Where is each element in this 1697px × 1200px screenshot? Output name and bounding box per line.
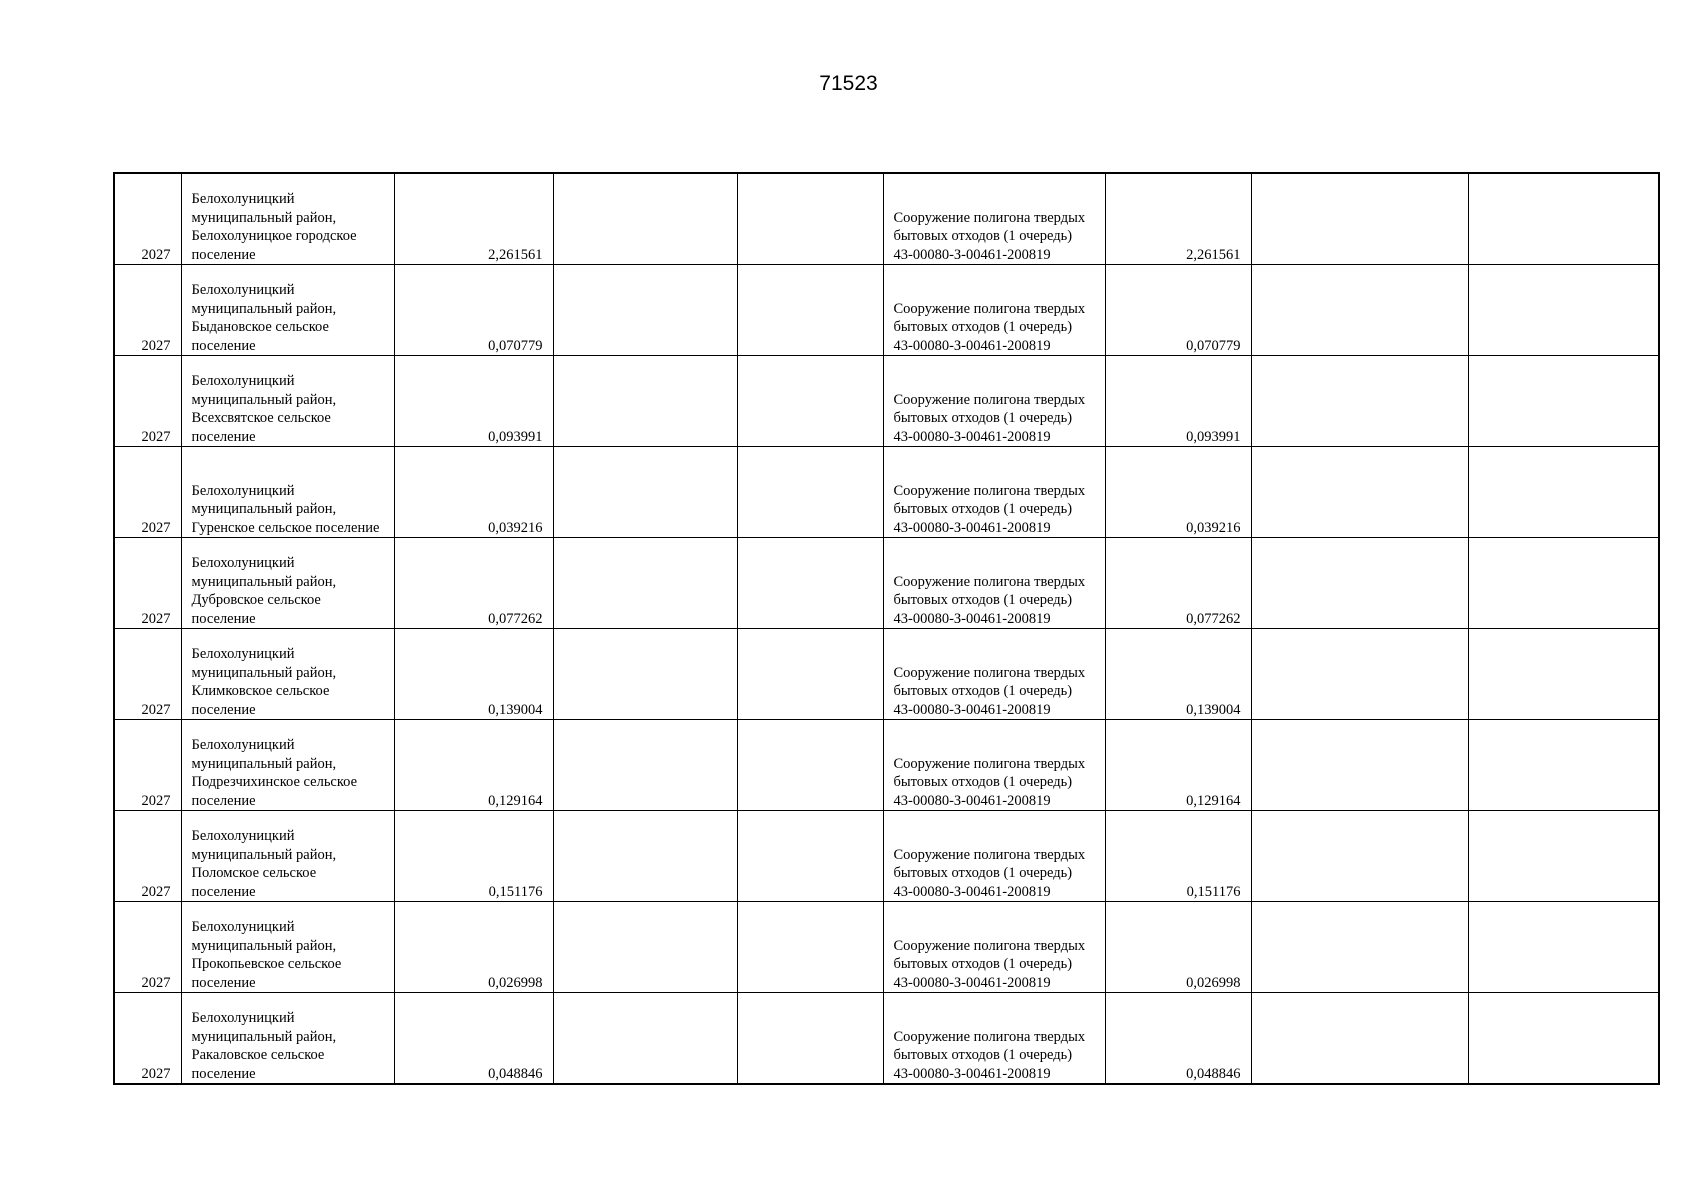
empty-cell <box>1251 902 1468 993</box>
value-cell: 0,026998 <box>394 902 553 993</box>
facility-value-cell: 0,039216 <box>1105 447 1251 538</box>
territory-cell: Белохолуницкий муниципальный район, Поломское сельское поселение <box>181 811 394 902</box>
year-cell: 2027 <box>114 629 181 720</box>
facility-value-cell: 0,048846 <box>1105 993 1251 1085</box>
table-row <box>114 993 1659 1085</box>
territory-cell: Белохолуницкий муниципальный район, Климковское сельское поселение <box>181 629 394 720</box>
empty-cell <box>553 356 737 447</box>
facility-cell: Сооружение полигона твердых бытовых отходов (1 очередь) 43-00080-З-00461-200819 <box>883 356 1105 447</box>
table-row <box>114 720 1659 811</box>
year-cell: 2027 <box>114 447 181 538</box>
empty-cell <box>1251 993 1468 1085</box>
empty-cell <box>1468 902 1659 993</box>
table-row <box>114 902 1659 993</box>
empty-cell <box>553 811 737 902</box>
facility-value-cell: 0,139004 <box>1105 629 1251 720</box>
facility-value-cell: 0,093991 <box>1105 356 1251 447</box>
value-cell: 0,129164 <box>394 720 553 811</box>
facility-cell: Сооружение полигона твердых бытовых отходов (1 очередь) 43-00080-З-00461-200819 <box>883 811 1105 902</box>
empty-cell <box>1468 356 1659 447</box>
empty-cell <box>737 811 883 902</box>
territory-cell: Белохолуницкий муниципальный район, Белохолуницкое городское поселение <box>181 173 394 265</box>
territory-cell: Белохолуницкий муниципальный район, Дубровское сельское поселение <box>181 538 394 629</box>
empty-cell <box>737 629 883 720</box>
value-cell: 0,093991 <box>394 356 553 447</box>
empty-cell <box>1468 993 1659 1085</box>
empty-cell <box>1251 447 1468 538</box>
table-row <box>114 173 1659 265</box>
facility-value-cell: 2,261561 <box>1105 173 1251 265</box>
empty-cell <box>1468 447 1659 538</box>
year-cell: 2027 <box>114 720 181 811</box>
data-table <box>113 172 1660 1085</box>
facility-value-cell: 0,077262 <box>1105 538 1251 629</box>
value-cell: 0,039216 <box>394 447 553 538</box>
table-row <box>114 538 1659 629</box>
empty-cell <box>553 629 737 720</box>
table-row <box>114 356 1659 447</box>
empty-cell <box>1251 265 1468 356</box>
empty-cell <box>737 902 883 993</box>
empty-cell <box>1251 173 1468 265</box>
empty-cell <box>737 265 883 356</box>
empty-cell <box>737 538 883 629</box>
year-cell: 2027 <box>114 265 181 356</box>
territory-cell: Белохолуницкий муниципальный район, Гуренское сельское поселение <box>181 447 394 538</box>
empty-cell <box>737 356 883 447</box>
empty-cell <box>737 447 883 538</box>
empty-cell <box>1251 538 1468 629</box>
value-cell: 0,139004 <box>394 629 553 720</box>
facility-value-cell: 0,070779 <box>1105 265 1251 356</box>
facility-cell: Сооружение полигона твердых бытовых отходов (1 очередь) 43-00080-З-00461-200819 <box>883 902 1105 993</box>
empty-cell <box>553 173 737 265</box>
facility-value-cell: 0,026998 <box>1105 902 1251 993</box>
page-number: 71523 <box>819 72 878 95</box>
table-row <box>114 447 1659 538</box>
empty-cell <box>737 720 883 811</box>
year-cell: 2027 <box>114 173 181 265</box>
facility-cell: Сооружение полигона твердых бытовых отходов (1 очередь) 43-00080-З-00461-200819 <box>883 629 1105 720</box>
empty-cell <box>1468 265 1659 356</box>
empty-cell <box>553 993 737 1085</box>
empty-cell <box>553 538 737 629</box>
value-cell: 0,048846 <box>394 993 553 1085</box>
territory-cell: Белохолуницкий муниципальный район, Быдановское сельское поселение <box>181 265 394 356</box>
table-row <box>114 265 1659 356</box>
year-cell: 2027 <box>114 993 181 1085</box>
table-body <box>114 173 1659 1084</box>
facility-cell: Сооружение полигона твердых бытовых отходов (1 очередь) 43-00080-З-00461-200819 <box>883 447 1105 538</box>
territory-cell: Белохолуницкий муниципальный район, Прокопьевское сельское поселение <box>181 902 394 993</box>
empty-cell <box>553 720 737 811</box>
facility-cell: Сооружение полигона твердых бытовых отходов (1 очередь) 43-00080-З-00461-200819 <box>883 265 1105 356</box>
empty-cell <box>1251 629 1468 720</box>
facility-cell: Сооружение полигона твердых бытовых отходов (1 очередь) 43-00080-З-00461-200819 <box>883 720 1105 811</box>
facility-cell: Сооружение полигона твердых бытовых отходов (1 очередь) 43-00080-З-00461-200819 <box>883 538 1105 629</box>
empty-cell <box>1468 720 1659 811</box>
table-row <box>114 811 1659 902</box>
empty-cell <box>1468 811 1659 902</box>
empty-cell <box>1251 720 1468 811</box>
territory-cell: Белохолуницкий муниципальный район, Ракаловское сельское поселение <box>181 993 394 1085</box>
empty-cell <box>1251 811 1468 902</box>
value-cell: 2,261561 <box>394 173 553 265</box>
empty-cell <box>553 447 737 538</box>
empty-cell <box>1251 356 1468 447</box>
empty-cell <box>553 265 737 356</box>
empty-cell <box>1468 629 1659 720</box>
facility-value-cell: 0,151176 <box>1105 811 1251 902</box>
value-cell: 0,151176 <box>394 811 553 902</box>
value-cell: 0,077262 <box>394 538 553 629</box>
facility-cell: Сооружение полигона твердых бытовых отходов (1 очередь) 43-00080-З-00461-200819 <box>883 993 1105 1085</box>
territory-cell: Белохолуницкий муниципальный район, Подрезчихинское сельское поселение <box>181 720 394 811</box>
year-cell: 2027 <box>114 356 181 447</box>
empty-cell <box>1468 173 1659 265</box>
value-cell: 0,070779 <box>394 265 553 356</box>
facility-value-cell: 0,129164 <box>1105 720 1251 811</box>
year-cell: 2027 <box>114 902 181 993</box>
year-cell: 2027 <box>114 811 181 902</box>
empty-cell <box>553 902 737 993</box>
facility-cell: Сооружение полигона твердых бытовых отходов (1 очередь) 43-00080-З-00461-200819 <box>883 173 1105 265</box>
table-row <box>114 629 1659 720</box>
empty-cell <box>1468 538 1659 629</box>
empty-cell <box>737 993 883 1085</box>
territory-cell: Белохолуницкий муниципальный район, Всехсвятское сельское поселение <box>181 356 394 447</box>
empty-cell <box>737 173 883 265</box>
year-cell: 2027 <box>114 538 181 629</box>
